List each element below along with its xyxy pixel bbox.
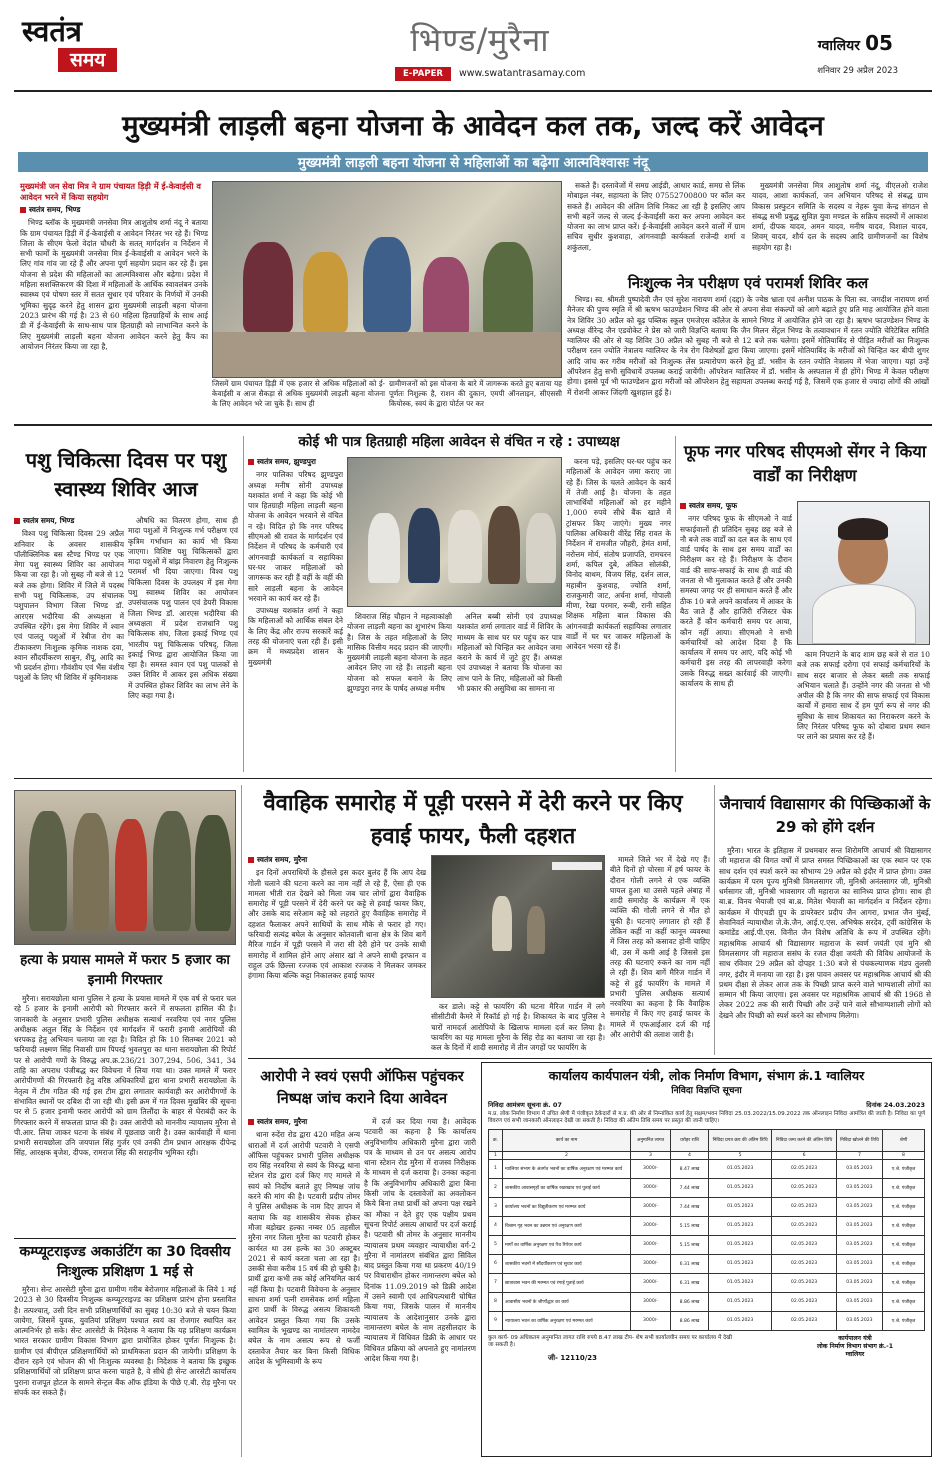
table-row: 1 ग्वालियर संभाग के अंतर्गत भवनों का वार्षिक अनुरक्षण एवं मरम्मत कार्य 3000/- 8.47 लाख 01.05.2023 02.05.2023 03.05.2023 ए.श्रे. पंजीकृत	[489, 1159, 925, 1178]
eligible-col2	[347, 612, 452, 775]
phoop-byline: स्वतंत्र समय, फूफ	[680, 501, 792, 511]
tender-col-purchase: निविदा प्रपत्र क्रय की अंतिम तिथि	[709, 1129, 772, 1151]
tender-office: कार्यालय कार्यपालन यंत्री, लोक निर्माण विभाग, संभाग क्रं.1 ग्वालियर	[548, 1068, 865, 1083]
lead-photo	[212, 181, 562, 378]
sp-byline: स्वतंत्र समय, मुरैना	[248, 1117, 360, 1127]
logo	[22, 14, 140, 80]
wedding-col2	[431, 1002, 605, 1055]
tender-footer-note: कुल कार्य- 09 अधिकतम अनुमानित लागत राशि रुपये 8.47 लाख टीप- शेष सभी कार्यालयीन समय पर कार्यालय में देखी जा सकती है।	[488, 1334, 733, 1349]
table-row: 4 विश्राम गृह भवन का उन्नयन एवं अनुरक्षण कार्य 3000/- 5.15 लाख 01.05.2023 02.05.2023 03.05.2023 ए.श्रे. पंजीकृत	[489, 1216, 925, 1235]
row1-rule	[14, 424, 932, 426]
lead-col3	[567, 181, 745, 259]
table-row: 7 छात्रावास भवन की मरम्मत एवं रंगाई पुताई कार्य 3000/- 6.31 लाख 01.05.2023 02.05.2023 03.05.2023 ए.श्रे. पंजीकृत	[489, 1273, 925, 1292]
row2-rule	[14, 778, 932, 779]
vet-col2	[128, 516, 238, 774]
wedding-divider	[714, 785, 715, 1055]
eligible-body1: नगर पालिका परिषद झुण्डपुरा अध्यक्ष मनीष सोनी उपाध्यक्ष यशकांत शर्मा ने कहा कि कोई भी पात्र हितग्राही महिला लाड़ली बहना योजना के आवेदन भरवाने से वंचित न रहे। विदित हो कि नगर परिषद सीएमओ श्री रावत के मार्गदर्शन एवं निर्देशन में परिषद के कर्मचारी एवं आंगनवाड़ी कार्यकर्ता व सहायिका घर-घर जाकर महिलाओं को जागरूक कर रही हैं वहीं के वहीं की सारे लाड़ली बहना के आवेदन भरवाने का कार्य कर रहे हैं।	[248, 470, 343, 603]
sp-body1: थाना रुदेंरा रोड द्वारा 420 महित अन्य धाराओं में दर्ज आरोपी पटवारी ने एसपी ऑफिस पहुंचकर प्रभारी पुलिस अधीक्षक राय सिंह नरवरिया से स्वयं के विरुद्ध थाना स्टेशन रोड द्वारा दर्ज किए गए मामले में स्वयं को निर्दोष बताते हुए निष्पक्ष जांच करने की मांग की है। पटवारी प्रदीप तोमर ने पुलिस अधीक्षक के नाम दिए ज्ञापन में बताया कि वह शासकीय सेवक होकर मौजा बड़ोखर हल्का नम्बर 05 तहसील मुरैना नगर जिला मुरैना का पटवारी होकर कार्यरत था उस हल्के का 30 अक्टूबर 2021 से कार्य करता चला आ रहा है। उसकी सेवा करीब 15 वर्ष की हो चुकी है। प्रार्थी द्वारा कभी तक कोई अनियमित कार्य नहीं किया है। पटवारी विवेचना के अनुसार साधना शर्मा पत्नी रामसेवक शर्मा महिला द्वारा प्रार्थी के विरुद्ध असत्य शिकायती आवेदन प्रस्तुत किया गया कि उसके स्वामित्व के भूखण्ड का नामांतरण नामदेव बघेल के नाम असत्य रूप से फर्जी दस्तावेज तैयार कर बिना किसी विधिक आदेश के भूमिस्वामी के रूप	[248, 1130, 360, 1366]
eligible-byline: स्वतंत्र समय, झुण्डपुरा	[248, 457, 343, 467]
epaper-label: E-PAPER	[395, 67, 451, 81]
tender-header-row	[489, 1129, 925, 1151]
arrest-rule	[14, 1238, 236, 1239]
row3-rule	[248, 1058, 932, 1059]
city-label: ग्वालियर	[817, 38, 860, 54]
computer-body: मुरैना। सेन्ट आरसेटी मुरैना द्वारा ग्रामीण गरीब बेरोजगार महिलाओं के लिये 1 मई 2023 से 30 दिवसीय निःशुल्क कम्प्यूटराइज्ड का प्रशिक्षण प्रारंभ होना प्रस्तावित है। तत्पश्चात्, उसी दिन सभी प्रशिक्षणार्थियों का सुबह 10:30 बजे से चयन किया जायेगा, जिसमें युवक, युवतियां प्रशिक्षण पश्चात स्वयं का रोजगार स्थापित कर आत्मनिर्भर हो सके। सेन्ट आरसेटी के निदेशक ने बताया कि यह प्रशिक्षण कार्यक्रम भारत सरकार ग्रामीण विकास विभाग द्वारा प्रायोजित होकर पूर्णतः निःशुल्क है। ग्रामीण एवं बीपीएल प्रशिक्षणार्थियों को प्राथमिकता प्रदान की जायेगी। प्रशिक्षण के दौरान रहने एवं भोजन की भी निःशुल्क व्यवस्था है। निदेशक ने बताया कि इच्छुक प्रशिक्षणार्थियों जो प्रशिक्षण प्राप्त करना चाहते है, वे सीधे ही सेन्ट आरसेटी कार्यालय पुराना राजपूत होटल के सामने सेन्ट्रल बैंक ऑफ इंडिया के पीछे ए.बी. रोड़ मुरैना पर संपर्क कर सकते हैं।	[14, 1285, 236, 1397]
eligible-headline: कोई भी पात्र हितग्राही महिला आवेदन से वंचित न रहे : उपाध्यक्ष	[298, 434, 620, 450]
table-row: 8 आवासीय भवनों के जीर्णोद्धार का कार्य 3000/- 8.86 लाख 01.05.2023 02.05.2023 03.05.2023 ए.श्रे. पंजीकृत	[489, 1292, 925, 1311]
sp-headline: आरोपी ने स्वयं एसपी ऑफिस पहुंचकर निष्पक्ष जांच कराने दिया आवेदन	[260, 1069, 464, 1107]
lead-headline: मुख्यमंत्री लाड़ली बहना योजना के आवेदन कल तक, जल्द करें आवेदन	[122, 110, 824, 142]
phoop-body2: काम निपटाने के बाद शाम छह बजे से रात 10 बजे तक सफाई दरोगा एवं सफाई कर्मचारियों के साथ सदर बाजार से लेकर बस्ती तक सफाई अभियान चलाते हैं। उन्होंने नगर की जनता से भी अपील की है कि नगर की साफ सफाई एवं विकास कार्यों में हमारा साथ दें हम पूर्ण रूप से नगर की सुविधा के साथ शिकायत का निराकरण करने के लिए निरंतर परिषद फूफ को दोबारा प्रथम स्थान पर लाने का प्रयास कर रहे हैं।	[797, 650, 930, 742]
lead-byline: स्वतंत्र समय, भिण्ड	[20, 205, 208, 215]
lead-body2: सकते हैं। दस्तावेजों में समग्र आईडी, आधार कार्ड, समग्र से लिंक मोबाइल नंबर, सहायता के लिए 07552700800 पर कॉल कर सकते हैं। आवेदन की अंतिम तिथि निकट आ रही है इसलिए आप सभी बहनें जल्द से जल्द ई-केवाईसी करा कर अपना आवेदन कर योजना का लाभ प्राप्त करें। ई-केवाईसी आवेदन करने वालों में ग्राम सचिव सुधीर कुशवाहा, आंगनवाड़ी कार्यकर्ता राजेन्दी शर्मा व शकुंतला,	[567, 181, 745, 252]
computer-headline: कम्प्यूटराइज्ड अकाउंटिंग का 30 दिवसीय निःशुल्क प्रशिक्षण 1 मई से	[19, 1244, 231, 1280]
vet-headline: पशु चिकित्सा दिवस पर पशु स्वास्थ्य शिविर आज	[25, 448, 227, 501]
eligible-col1	[248, 457, 343, 775]
table-row: 6 शासकीय भवनों में सौंदर्यीकरण एवं सुधार कार्य 3000/- 6.31 लाख 01.05.2023 02.05.2023 03.05.2023 ए.श्रे. पंजीकृत	[489, 1254, 925, 1273]
tender-colnum-row: 1 2 3 4 5 6 7 8	[489, 1151, 925, 1159]
eligible-body1b: उपाध्यक्ष यशकांत शर्मा ने कहा कि महिलाओं को आर्थिक संबल देने के लिए केंद्र और राज्य सरकारें कई तरह की योजनाएं चला रही हैं। इसी क्रम में मध्यप्रदेश शासन के मुख्यमंत्री	[248, 606, 343, 667]
table-row: 2 शासकीय आवासगृहों का वार्षिक रखरखाव एवं पुताई कार्य 3000/- 7.44 लाख 01.05.2023 02.05.2023 03.05.2023 ए.श्रे. पंजीकृत	[489, 1178, 925, 1197]
tender-ref: निविदा आमंत्रण सूचना क्रं. 07	[488, 1101, 562, 1109]
wedding-body2: कर डाले। कट्टे से फायरिंग की घटना मैरिज गार्डन में लगे सीसीटीवी कैमरे में रिकॉर्ड हो गई है। शिकायत के बाद पुलिस ने चारों नामदर्ज आरोपियों के खिलाफ मामला दर्ज कर लिया है। फायरिंग का यह मामला मुरैना के सिंह रोड़ का बताया जा रहा है। कल के दिनों में शादी समारोह में तीन जगहों पर फायरिंग के	[431, 1002, 605, 1053]
issue-date: शनिवार 29 अप्रैल 2023	[817, 66, 898, 76]
eligible-body4: करना पड़े, इसलिए घर-घर पहुंच कर महिलाओं के आवेदन जमा कराए जा रहे हैं। जिस के चलते आवेदन के कार्य में तेजी आई है। योजना के तहत लाभार्थियों महिलाओं को हर महीने 1,000 रुपये सीधे बैंक खाते में ट्रांसफर किए जाएंगे। मुख्य नगर पालिका अधिकारी वीरेंद्र सिंह रावत के निर्देशन में रामजीत जौहरी, हेमंत शर्मा, नरोत्तम मोर्य, संतोष प्रजापति, रामचरन शर्मा, कपिल दुबे, अंकित सोलंकी, विनोद बाथम, विजय सिंह, दर्शन लाल, महाबीन कुशवाह, ज्योति शर्मा, राजकुमारी जाट, अर्चना शर्मा, गोपाली मीणा, रेखा परमार, रूबी, रानी सहित शिक्षक महिला बाल विकास की आंगनवाड़ी कार्यकर्ता सहायिका लगातार वार्डों में घर घर जाकर महिलाओं के आवेदन भरवा रहे हैं।	[566, 457, 671, 652]
wedding-cctv-photo	[431, 855, 605, 998]
lead-photo-caption: जिसमें ग्राम पंचायत ड़िड़ी में एक हजार से अधिक महिलाओं को ई-केवाईसी व आज सैकड़ा से अधिक मुख्यमंत्री लाड़ली बहना योजना के लिए आवेदन भरे जा चुके हैं। साथ ही	[212, 379, 385, 408]
tender-job-no: जी- 12110/23	[548, 1354, 598, 1362]
arrest-headline: हत्या के प्रयास मामले में फरार 5 हजार का इनामी गिरफ्तार	[20, 952, 230, 988]
tender-title: निविदा विज्ञप्ति सूचना	[671, 1086, 742, 1096]
lead-strap-text: मुख्यमंत्री लाड़ली बहना योजना से महिलाओं का बढ़ेगा आत्मविश्वासः नंदू	[297, 155, 649, 171]
vet-byline: स्वतंत्र समय, भिण्ड	[14, 516, 124, 526]
tender-col-work: कार्य का नाम	[503, 1129, 631, 1151]
left-divider	[241, 785, 242, 1457]
lead-body1: भिण्ड ब्लॉक के मुख्यमंत्री जनसेवा मित्र आशुतोष शर्मा नंदू ने बताया कि ग्राम पंचायत ड़िड़ी में ई-केवाईसी व आवेदन निरंतर भर रहे हैं। भिण्ड जिला के सीएम फेलो वेदांत चौधरी के सतत् मार्गदर्शन व निर्देशन में सभी फार्मों के मुख्यमंत्री जनसेवा मित्र ई-केवाईसी व आवेदन भरने के लिए गांव गांव जा रहे हैं और अपना पूर्ण सहयोग प्रदान कर रहे हैं। इस योजना से प्रदेश की महिलाओं का आत्मविश्वास और बढ़ेगा। प्रदेश में महिला सशक्तिकरण की दिशा में महिलाओं के आर्थिक स्वावलंबन उनके स्वास्थ्य एवं पोषण स्तर में सतत सुधार एवं परिवार के निर्णयों में उनकी भूमिका सुदृढ़ करने हेतु शासन द्वारा मुख्यमंत्री लाड़ली बहना योजना 2023 प्रारंभ की गई है। 23 से 60 महिला हितग्राहियों के साथ आई डी में ई-केवाईसी के साथ-साथ पात्र हितग्राही को लाभान्वित करने के लिए मुख्यमंत्री लाड़ली बहना योजना आवेदन करने हेतु कैंप का आयोजन निरंतर किया जा रहा है,	[20, 218, 208, 351]
eligible-col4	[566, 457, 671, 775]
lead-photo-caption-2: ग्रामीणजनों को इस योजना के बारे में जागरूक करते हुए बताया यह पूर्णतः निशुल्क है, राशन की दुकान, एमपी ऑनलाइन, सीएससी कियोस्क, स्वयं के द्वारा पोर्टल पर कर	[389, 379, 562, 408]
table-row: 5 मार्गों का वार्षिक अनुरक्षण एवं पैच रिपेयर कार्य 3000/- 5.15 लाख 01.05.2023 02.05.2023 03.05.2023 ए.श्रे. पंजीकृत	[489, 1235, 925, 1254]
wedding-body1: इन दिनों अपराधियों के हौसले इस कदर बुलंद हैं कि आप देख गोली चलाने की घटना करने का नाम नहीं ले रहे हैं, ऐसा ही एक मामला भीती रात देखने को मिला जब चार लोगों द्वारा वैवाहिक समारोह में पूड़ी परसने में देरी करने पर कट्टे से हवाई फायर किए, और उसके बाद सरेआम कट्टे को लहराते हुए वैवाहिक समारोह में दहशत फैलाकर अपने साथियों के साथ मौके से फरार हो गए। फरियादी सत्यंद्र बघेल के अनुसार कोतवाली थाना क्षेत्र के शिव बागें मैरिज गार्डन में पूड़ी परसने में जरा सी देरी होने पर उनके साथी समारोह में शामिल होने आए अंसार खां ने अपने साथी इरफान व राहुल उर्फ छिल्ला रज्जक एवं आकाश रज्जक ने मिलकर जमकर हंगामा किया बल्कि कट्टा निकालकर हवाई फायर	[248, 868, 426, 981]
phoop-headline: फूफ नगर परिषद सीएमओ सेंगर ने किया वार्डों का निरीक्षण	[683, 442, 927, 485]
eligible-body3: अनिल बब्बी सोनी एवं उपाध्यक्ष यशकांत शर्मा लगातार वार्ड में शिविर के माध्यम के साथ घर घर पहुंच कर पात्र महिलाओं को चिन्हित कर आवेदन जमा कराने के कार्य में जुटे हुए हैं। अध्यक्ष एवं उपाध्यक्ष ने बताया कि योजना का लाभ पाने के लिए, महिलाओं को किसी भी प्रकार की असुविधा का सामना ना	[457, 612, 562, 694]
vet-body2: औषधि का वितरण होगा, साथ ही मादा पशुओं में निःशुल्क गर्भ परीक्षण एवं कृत्रिम गर्भाधान का कार्य भी किया जाएगा। विशिष्ट पशु चिकित्सकों द्वारा मादा पशुओं में बांझ निवारण हेतु निःशुल्क परामर्श भी दिया जाएगा। विश्व पशु चिकित्सा दिवस के उपलक्ष्य में इस मेगा पशु स्वास्थ्य शिविर का आयोजन उपसंचालक पशु पालन एवं डेयरी विकास जिला भिण्ड डॉ. आरएस भदौरिया की अध्यक्षता में प्रदेश राजधानि पशु चिकित्सक संघ, जिला इकाई भिण्ड एवं भारतीय पशु चिकित्सक परिषद्, जिला इकाई भिण्ड द्वारा आयोजित किया जा रहा है। समस्त श्वान एवं पशु पालकों से उक्त शिविर में आकर इस अधिक संख्या में उपस्थित होकर शिविर का लाभ लेने के लिए कहा गया है।	[128, 516, 238, 701]
wedding-headline: वैवाहिक समारोह में पूड़ी परसने में देरी करने पर किए हवाई फायर, फैली दहशत	[263, 791, 683, 849]
epaper-bar	[395, 66, 785, 81]
eligible-photo	[347, 457, 562, 607]
wedding-col3	[610, 855, 710, 1055]
logo-bottom-text: समय	[58, 48, 117, 72]
wedding-body3: मामले जिले भर में देखे गए हैं। बीते दिनों हो चोरसा में हर्ष फायर के दौरान गोली लगने से एक व्यक्ति घायल हुआ था उससे पहले अंबाह में शादी समारोह के कार्यक्रम में एक व्यक्ति की गोली लगने से मौत हो चुकी है। घटनाएं लगातार हो रही हैं लेकिन कहीं ना कहीं कानून व्यवस्था में जिस तरह को कसावट होनी चाहिए थी, उस में कमी आई है जिससे इस तरह की घटनाएं रुकने का नाम नहीं ले रही हैं। शिव बागें मैरिज गार्डन में कट्टे से हुई फायरिंग के मामले में प्रभारी पुलिस अधीक्षक सत्यार्थ नरवरिया का कहना है कि वैवाहिक समारोह में किए गए हवाई फायर के मामले में एफआईआर दर्ज की गई और आरोपी की तलाश जारी है।	[610, 855, 710, 1040]
page-number: 05	[865, 31, 893, 55]
lead-col4	[752, 181, 928, 259]
masthead	[0, 0, 945, 92]
lead-strap	[18, 152, 928, 172]
lead-body3: मुख्यमंत्री जनसेवा मित्र आशुतोष शर्मा नंदू, वीएलओ राजेश यादव, आशा कार्यकर्ता, जन अभियान परिषद से संबद्ध ग्राम विकास प्रस्फुटन समिति के सदस्य व नेहरू युवा केन्द्र संगठन से संबद्ध सभी प्रबुद्ध सुविज्ञ युवा मण्डल के सक्रिय सदस्यों में आकाश शर्मा, दीपक यादव, अमन यादव, मनीष यादव, विशाल यादव, शिवम् यादव, शौर्य दल के सदस्य आदि ग्रामीणजनों का विशेष सहयोग रहा है।	[752, 181, 928, 252]
vet-col1	[14, 516, 124, 774]
sp-body2: में दर्ज कर दिया गया है। आवेदक पटवारी का कहना है कि कार्यालय अनुविभागीय अधिकारी मुरैना द्वारा जारी पत्र के माध्यम से उन पर असत्य आरोप थाना स्टेशन रोड मुरैना में राजस्व निरीक्षक के माध्यम से दर्ज कराया है। उनका कहना है कि अनुविभागीय अधिकारी द्वारा बिना किसी जांच के दस्तावेजों का अवलोकन किये बिना तथा प्रार्थी को अपना पक्ष रखने का मौका न देते हुए एक पक्षीय प्रथम सूचना रिपोर्ट असत्य आधारों पर दर्ज कराई है। पटवारी श्री तोमर के अनुसार माननीय न्यायालय प्रथम व्यवहार न्यायाधीश वर्ग-2 मुरैना में नामांतरण संबंधित द्वारा सिविल बाद प्रस्तुत किया गया था प्रकरण 40/19 पर विचाराधीन होकर नामान्तरण बघेल को दिनांक 11.09.2019 को डिक्री आदेश में उसने स्वामी एवं आधिपत्यधारी घोषित किया गया, जिसके पालन में माननीय न्यायालय के आदेशानुसार उनके द्वारा नामान्तरण बघेल के नाम तहसीलदार के न्यायालय में विधिवत डिक्री के आधार पर विधिवत प्रक्रिया को अपनाते हुए नामांतरण आदेश किया गया है।	[364, 1117, 476, 1363]
masthead-rule	[14, 90, 932, 92]
phoop-col1	[680, 501, 792, 774]
vet-divider	[243, 436, 244, 772]
phoop-body1: नगर परिषद फूफ के सीएमओ ने वार्ड सफाईवालों ही प्रतिदिन सुबह छह बजे से नौ बजे तक वार्डों का दल बल के साथ एवं वार्ड पार्षद के साथ इस समय वार्डों का निरीक्षण कर रहे हैं। निरीक्षण के दौरान वार्ड की साफ-सफाई के साथ ही वार्ड की जनता से भी मुलाकात करते हैं और उनकी समस्या जगह पर ही समाधान करते हैं और ठीक 10 बजे अपने कार्यालय में आकर के बैठ जाते हैं और हाजिरी रजिस्टर चेक करते हैं कौन कर्मचारी समय पर आया, कौन नहीं आया। सीएमओ ने सभी कर्मचारियों को आदेश दिया है कि कार्यालय में समय पर आएं, यदि कोई भी कर्मचारी इस तरह की लापरवाही करेगा उसके विरुद्ध सख्त कार्रवाई की जाएगी। कार्यालय के साथ ही	[680, 514, 792, 689]
tender-col-submit: निविदा जमा करने की अंतिम तिथि	[772, 1129, 837, 1151]
sp-col2	[364, 1117, 476, 1457]
eligible-col3	[457, 612, 562, 775]
tender-col-open: निविदा खोलने की तिथि	[836, 1129, 882, 1151]
tender-date: दिनांक 24.03.2023	[866, 1101, 925, 1109]
eye-camp-body: भिण्ड। स्व. श्रीमती पुष्पादेवी जैन एवं सुरेश नारायण शर्मा (दद्दा) के ज्येष्ठ भ्राता एवं अनीश पाठक के पिता स्व. जगदीश नारायण शर्मा मैनेजर की पुण्य स्मृति में श्री ऋषभ फाउण्डेशन भिण्ड की ओर से अपना सेवा संकल्पों को आगे बढ़ाते हुए प्रति माह आयोजित होने वाला नेत्र शिविर 30 अप्रैल को बूढ़ पब्लिक स्कूल एमजेएस कॉलेज के सामने भिण्ड में आयोजित होने जा रहा है। ऋषभ फाउण्डेशन भिण्ड के अध्यक्ष वीरेन्द्र जैन एडवोकेट ने प्रेस को जारी विज्ञप्ति बताया कि जैन मिलन सेंट्रल भिण्ड के तत्वावधान में रतन ज्योति चेरिटेबिल समिति ग्वालियर की ओर से यह शिविर 30 अप्रैल को सुबह नौ बजे से 12 बजे तक चलेगा। इसमें मोतियाबिंद से पीड़ित मरीजों का निःशुल्क परीक्षण रतन ज्योति नेत्रालय ग्वालियर के नेत्र रोग विशेषज्ञों द्वारा किया जाएगा। इसमें मोतियाबिंद के मरीजों को चिन्हित कर बीपी शुगर आदि जांच कर गरीब मरीजों को निःशुल्क लेंस प्रत्यारोपण करने हेतु डॉ. भसीन के रतन ज्योति नेत्रालय में भेजा जाएगा। यहां उन्हें ऑपरेशन हेतु सभी सुविधायें उपलब्ध कराई जायेंगी। ऑपरेशन ग्वालियर में डॉ. भसीन के अस्पताल में ही होंगे। भिण्ड में केवल परीक्षण होगा। इससे पूर्व भी फाउण्डेशन द्वारा मरीजों को ऑपरेशन हेतु सहायता उपलब्ध कराई गई है, जिसमें एक हजार से ज्यादा लोगों की आंखों में रोशनी आकर जिंदगी खुशहाल हुई है।	[567, 295, 929, 397]
tender-col-emd: धरोहर राशि	[671, 1129, 709, 1151]
phoop-col2	[797, 650, 930, 774]
tender-table	[488, 1129, 925, 1331]
wedding-byline: स्वतंत्र समय, मुरैना	[248, 855, 426, 865]
phoop-portrait	[797, 501, 930, 645]
eligible-body2: शिवराज सिंह चौहान ने महत्वाकांक्षी योजना लाड़ली बहना का शुभारंभ किया है। जिस के तहत महिलाओं के लिए मासिक वित्तीय मदद प्रदान की जाएगी। मुख्यमंत्री लाड़ली बहना योजना के तहत आवेदन लिए जा रहे हैं। लाड़ली बहना योजना को सफल बनाने के लिए झुण्डपुरा नगर के पार्षद अध्यक्ष मनीष	[347, 612, 452, 694]
tender-col-no: क्र.	[489, 1129, 503, 1151]
tender-signature: कार्यपालन यंत्री लोक निर्माण विभाग संभाग क्रं.-1 ग्वालियर	[816, 1334, 894, 1358]
website-link[interactable]: www.swatantrasamay.com	[458, 68, 586, 79]
table-row: 9 न्यायालय भवन का वार्षिक अनुरक्षण एवं मरम्मत कार्य 3000/- 8.86 लाख 01.05.2023 02.05.2023 03.05.2023 ए.श्रे. पंजीकृत	[489, 1311, 925, 1330]
table-row: 3 कार्यालय भवनों का विद्युतीकरण एवं मरम्मत कार्य 3000/- 7.44 लाख 01.05.2023 02.05.2023 03.05.2023 ए.श्रे. पंजीकृत	[489, 1197, 925, 1216]
lead-col1	[20, 205, 208, 388]
tender-col-cost: अनुमानित लागत	[631, 1129, 671, 1151]
wedding-col1	[248, 855, 426, 1055]
lead-side-head: मुख्यमंत्री जन सेवा मित्र ने ग्राम पंचायत ड़िड़ी में ई-केवाईसी व आवेदन भरने में किया सहयोग	[20, 181, 201, 202]
jain-body: मुरैना। भारत के इतिहास में प्रथमबार सन्त शिरोमणि आचार्य श्री विद्यासागर जी महाराज की विगत वर्षों में प्राप्त समस्त पिच्छिकाओं का एक स्थान पर एक साथ दर्शन एवं स्पर्श करने का सौभाग्य 29 अप्रैल को इंदौर में प्राप्त होगा। उक्त कार्यक्रम में परम पूज्य मुनिश्री विमलसागर जी, मुनिश्री अनंतसागर जी, मुनिश्री धर्मसागर जी, मुनिश्री भावसागर जी महाराज का सानिध्य प्राप्त होगा। साथ ही बा.ब्र. विनय भैयाजी एवं बा.ब्र. मितेश भैयाजी का मार्गदर्शन व निर्देशन रहेगा। कार्यक्रम में पीएचडी ग्रुप के डायरेक्टर प्रदीप जैन आगरा, प्रभात जैन मुंबई, सेवानिवर्त न्यायाधीश जे.के.जैन, आई.ए.एस. अभिषेक सरदेव, ट्वीं कांग्रेसिस के कमांडेंड आई.पी.एस. विनीत जैन विशेष अतिथि के रूप में उपस्थित रहेंगे। महाश्रमिक आचार्य श्री विद्यासागर महाराज के स्वर्ण जयंती एवं मुनि श्री विमलसागर जी महाराज ससंघ के रजत दीक्षा जयंती की विविध आयोजनों के साथ रविवार 29 अप्रैल को दोपहर 1:30 बजे से पंचकल्याणक मंडप तुलसी नगर, इंदौर में मनाया जा रहा है। इस पावन अवसर पर महाश्रमिक आचार्य श्री की प्रथम दीक्षा से लेकर आज तक के पिच्छी प्राप्त करने वाले भाग्यशाली लोगों का सम्मान भी किया जाएगा। इस अवसर पर महाश्रमिक आचार्य श्री की 1968 से लेकर 2022 तक की सारी पिच्छी और उन्हें पाने वाले सौभाग्यशाली लोगों को देखने और पिच्छी को स्पर्श करने का सौभाग्य मिलेगा।	[719, 846, 931, 1020]
sp-col1	[248, 1117, 360, 1457]
arrest-body: मुरैना। सरायछोला थाना पुलिस ने हत्या के प्रयास मामले में एक वर्ष से फरार चल रहे 5 हजार के इनामी आरोपी को गिरफ्तार करने में सफलता हासिल की है। जानकारी के अनुसार प्रभारी पुलिस अधीक्षक सत्यार्थ नरवरिया एवं नगर पुलिस अधीक्षक अतुल सिंह के निर्देशन एवं मार्गदर्शन में फरारी इनामी आरोपियों की धरपकड़ हेतु अभियान चलाया जा रहा है। विदित हो कि 10 सितम्बर 2021 को फरियादी लक्ष्मण सिंह निवासी ग्राम पिपरई भुवलपुरा का थाना सरायछोला की रिपोर्ट पर से आरोपी गणों के विरुद्ध अप.क्र.236/21 307,294, 506, 341, 34 ताहि का अपराध पंजीबद्ध कर विवेचना में लिया गया था। उक्त मामले में फरार आरोपीगणों की गिरफ्तारी हेतु वरिष्ठ अधिकारियों द्वारा थाना प्रभारी सरायछोला के नेतृत्व में टीम गठित की गई इस टीम द्वारा लगातार कार्यवाही कर आरोपीगणों के संभावित स्थानों पर दबिश दी जा रही थी। इसी क्रम में गत दिवस मुखबिर की सूचना पर से 5 हजार इनामी फरार आरोपी को ग्राम तिलौंदा के बाहर से घेराबंदी कर के गिरफ्तार करने में सफलता प्राप्त की है। उक्त आरोपी को माननीय न्यायालय मुरैना से पी.आर. लिया जाकर घटना के संबंध में पूछताछ जारी है। उक्त कार्यवाही में थाना प्रभारी सरायछोला उनि जयपाल सिंह गुर्जर एवं उनकी टीम प्रधान आरक्षक दीपेन्द्र सिंह, आरक्षक बृजेश, दीपक, रामराज सिंह की सराहनीय भूमिका रही।	[14, 994, 236, 1158]
eligible-divider	[675, 436, 676, 772]
vet-body1: विश्व पशु चिकित्सा दिवस 29 अप्रैल शनिवार के अवसर शासकीय पॉलीक्लिनिक बस स्टैण्ड भिण्ड पर एक मेगा पशु स्वास्थ्य शिविर का आयोजन किया जा रहा है। जो सुबह नौ बजे से 12 बजे तक होगा। शिविर में जिले में पदस्थ सभी पशु चिकित्सक, उप संचालक पशुपालन विभाग जिला भिण्ड डॉ. आरएस भदौरिया की अध्यक्षता में उपस्थित रहेंगे। इस मेगा शिविर में श्वान एवं पालतू पशुओं में रेबीज रोग का टीकाकरण निःशुल्क कृमिक नाशक दवा, श्वान सौंदर्यीकरण साबुन, शैंपू, आदि का भी प्रदर्शन होगा। गौवंशीय एवं भैंस वंशीय पशुओं के लिए भी शिविर में कृमिनाशक	[14, 529, 124, 683]
tender-notice	[481, 1062, 932, 1457]
eye-camp-headline: निःशुल्क नेत्र परीक्षण एवं परामर्श शिविर कल	[627, 274, 869, 292]
arrest-photo	[14, 790, 236, 945]
edition-title: भिण्ड/मुरैना	[410, 21, 550, 59]
tender-col-class: श्रेणी	[883, 1129, 925, 1151]
tender-intro: म.प्र. लोक निर्माण विभाग में उचित श्रेणी में पंजीकृत ठेकेदारों से म.प्र. की ओर से निम्नांकित कार्य हेतु सक्षम/भवन निविदा 25.03.2022/15.09.2022 तक ऑनलाइन निविदा आमंत्रित की जाती है। निविदा का पूर्ण विवरण एवं सभी जानकारी ऑनलाइन देखी जा सकती है। निविदा की अंतिम तिथि समय पर प्रस्तुत की जानी चाहिए।	[488, 1111, 925, 1125]
jain-headline: जैनाचार्य विद्यासागर की पिच्छिकाओं के 29 को होंगे दर्शन	[719, 795, 931, 836]
logo-top-text: स्वतंत्र	[22, 14, 82, 48]
